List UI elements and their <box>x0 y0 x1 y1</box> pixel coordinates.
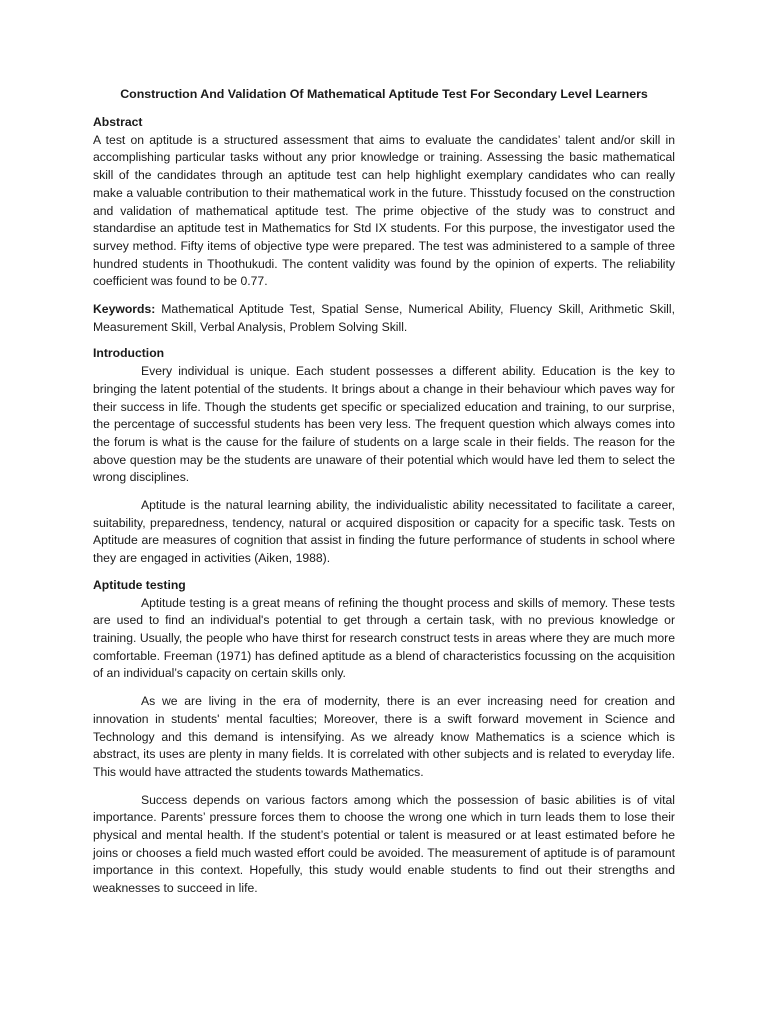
introduction-heading: Introduction <box>93 346 165 361</box>
document-page <box>93 86 675 898</box>
introduction-paragraph-2: Aptitude is the natural learning ability, the individualistic ability necessitated to facilitate a career, suitability, preparedness, tendency, natural or acquired disposition or capacity for a specific task. Tests on Aptitude are measures of cognition that assist in finding the future performance of students in school where they are engaged in activities (Aiken, 1988). <box>93 498 675 566</box>
aptitude-testing-heading: Aptitude testing <box>93 577 186 592</box>
keywords-paragraph <box>93 301 675 336</box>
aptitude-testing-paragraph-1: Aptitude testing is a great means of refining the thought process and skills of memory. These tests are used to find an individual's potential to get through a certain task, with no previous knowledge or training. Usually, the people who have thirst for research construct tests in areas where they are much more comfortable. Freeman (1971) has defined aptitude as a blend of characteristics focussing on the acquisition of an individual’s capacity on certain skills only. <box>93 595 675 681</box>
aptitude-testing-paragraph-2: As we are living in the era of modernity, there is an ever increasing need for creation and innovation in students' mental faculties; Moreover, there is a swift forward movement in Science and Technology and this demand is intensifying. As we already know Mathematics is a science which is abstract, its uses are plenty in many fields. It is correlated with other subjects and is related to everyday life. This would have attracted the students towards Mathematics. <box>93 694 675 779</box>
keywords-label: Keywords: <box>93 302 156 317</box>
paper-title: Construction And Validation Of Mathematical Aptitude Test For Secondary Level Learners <box>120 87 648 101</box>
introduction-paragraph-1: Every individual is unique. Each student possesses a different ability. Education is the key to bringing the latent potential of the students. It brings about a change in their behaviour which paves way for their success in life. Though the students get specific or specialized education and training, to our surprise, the percentage of successful students has been very less. The frequent question which always comes into the forum is what is the cause for the failure of students on a large scale in their fields. The reason for the above question may be the students are unaware of their potential which would have led them to select the wrong disciplines. <box>93 364 675 485</box>
abstract-heading: Abstract <box>93 115 143 129</box>
aptitude-testing-paragraph-3: Success depends on various factors among which the possession of basic abilities is of vital importance. Parents’ pressure forces them to choose the wrong one which in turn leads them to lose their physical and mental health. If the student’s potential or talent is measured or at least estimated before he joins or chooses a field much wasted effort could be avoided. The measurement of aptitude is of paramount importance in this context. Hopefully, this study would enable students to find out their strengths and weaknesses to succeed in life. <box>93 792 675 896</box>
abstract-text: A test on aptitude is a structured assessment that aims to evaluate the candidates’ talent and/or skill in accomplishing particular tasks without any prior knowledge or training. Assessing the basic mathematical skill of the candidates through an aptitude test can help highlight exemplary candidates who can really make a valuable contribution to their mathematical work in the future. Thisstudy focused on the construction and validation of mathematical aptitude test. The prime objective of the study was to construct and standardise an aptitude test in Mathematics for Std IX students. For this purpose, the investigator used the survey method. Fifty items of objective type were prepared. The test was administered to a sample of three hundred students in Thoothukudi. The content validity was found by the opinion of experts. The reliability coefficient was found to be 0.77. <box>93 132 675 289</box>
keywords-text: Mathematical Aptitude Test, Spatial Sense, Numerical Ability, Fluency Skill, Arithmetic Skill, Measurement Skill, Verbal Analysis, Problem Solving Skill. <box>93 302 675 334</box>
